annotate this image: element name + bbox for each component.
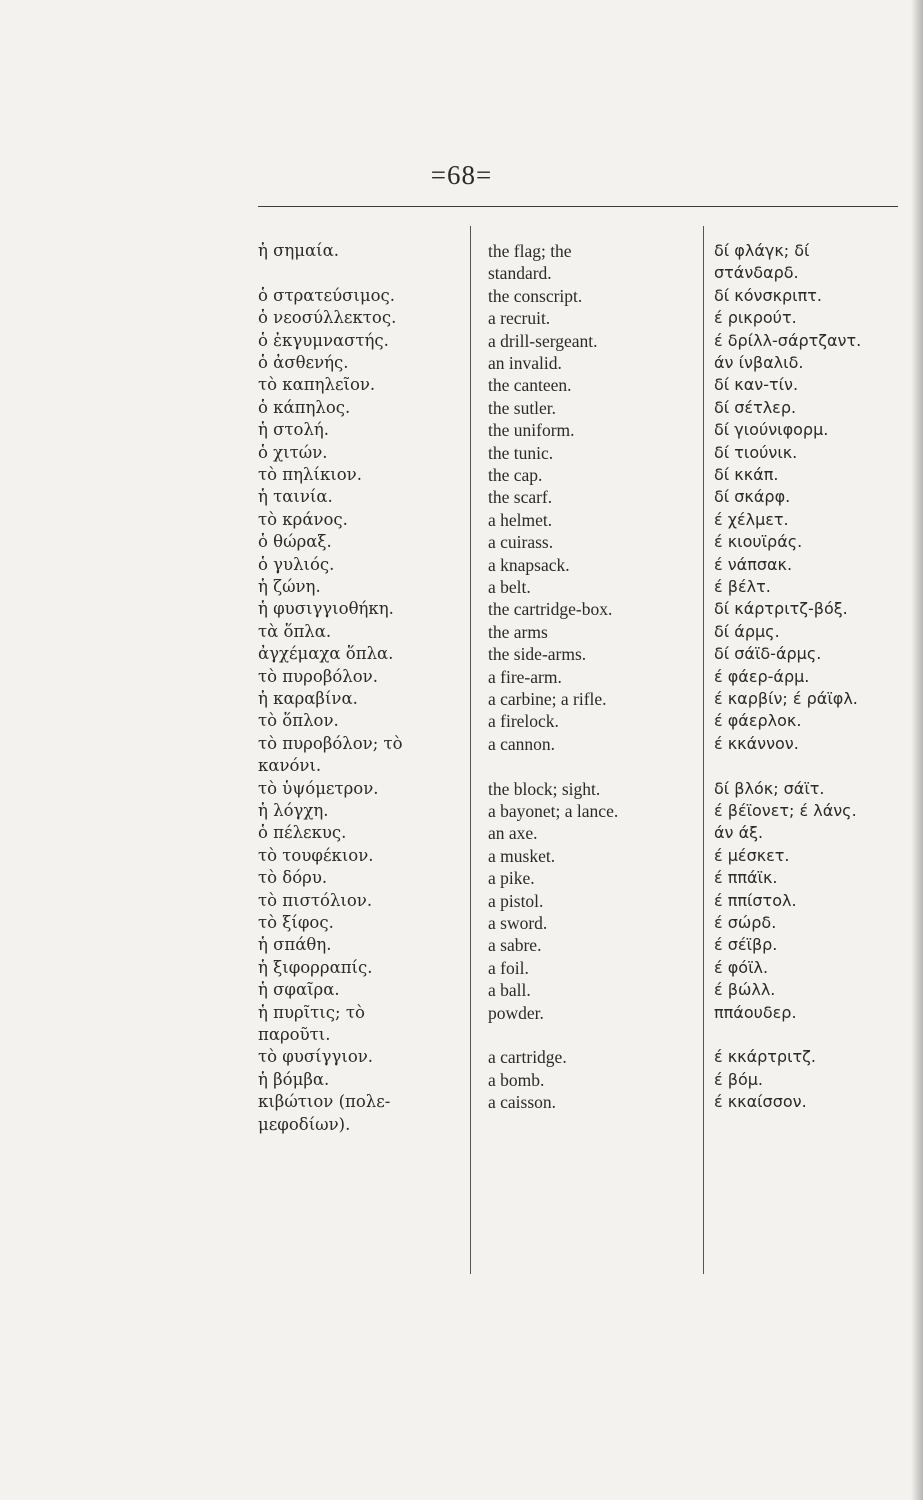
english-term: a pike. xyxy=(488,868,535,889)
english-term: the flag; the standard. xyxy=(488,241,572,284)
pronunciation: έ βέλτ. xyxy=(714,577,771,596)
english-term: a cuirass. xyxy=(488,532,554,553)
greek-term: ἀγχέμαχα ὅπλα. xyxy=(258,644,394,664)
english-term: a fire-arm. xyxy=(488,666,562,687)
pronunciation: έ βόμ. xyxy=(714,1069,763,1089)
pronunciation: δί καν-τίν. xyxy=(714,375,799,395)
greek-term: τὸ ὑψόμετρον. xyxy=(258,778,379,798)
greek-term: ἡ βόμβα. xyxy=(258,1069,330,1089)
greek-term: ἡ σημαία. xyxy=(258,241,340,260)
pronunciation: έ ρικρούτ. xyxy=(714,308,797,328)
english-term: the canteen. xyxy=(488,375,572,396)
greek-term: τὸ πηλίκιον. xyxy=(258,465,362,484)
greek-term: ὁ στρατεύσιμος. xyxy=(258,285,395,305)
english-term: the block; sight. xyxy=(488,778,601,799)
pronunciation: έ βέϊονετ; έ λάνς. xyxy=(714,801,857,820)
english-term: an axe. xyxy=(488,823,538,844)
greek-term: τὸ φυσίγγιον. xyxy=(258,1047,374,1067)
greek-term: ὁ κάπηλος. xyxy=(258,397,351,417)
english-term: a sabre. xyxy=(488,935,542,956)
english-term: a belt. xyxy=(488,577,531,597)
pronunciation: έ νάπσακ. xyxy=(714,554,793,574)
english-term: a sword. xyxy=(488,913,548,933)
english-term: an invalid. xyxy=(488,353,562,373)
greek-term: ὁ ἀσθενής. xyxy=(258,353,349,372)
pronunciation: δί σκάρφ. xyxy=(714,487,791,507)
pronunciation: έ σέϊβρ. xyxy=(714,935,778,955)
greek-term: τὸ τουφέκιον. xyxy=(258,845,374,865)
pronunciation: δί γιούνιφορμ. xyxy=(714,420,829,440)
greek-term: ἡ στολή. xyxy=(258,420,330,440)
greek-term: ἡ ζώνη. xyxy=(258,577,321,596)
greek-term: ἡ πυρῖτις; τὸ παροῦτι. xyxy=(258,1002,365,1044)
greek-term: ὁ ἐκγυμναστής. xyxy=(258,330,389,350)
english-term: a cannon. xyxy=(488,733,556,754)
greek-term: ἡ λόγχη. xyxy=(258,801,329,820)
english-term: a drill-sergeant. xyxy=(488,330,598,351)
greek-term: ὁ γυλιός. xyxy=(258,554,335,574)
greek-term: τὸ δόρυ. xyxy=(258,868,328,888)
english-term: the cartridge-box. xyxy=(488,599,613,620)
pronunciation: ππάουδερ. xyxy=(714,1002,797,1022)
english-term: the conscript. xyxy=(488,285,583,306)
english-term: a helmet. xyxy=(488,509,553,530)
pronunciation: έ φάερ-άρμ. xyxy=(714,666,810,686)
english-term: the arms xyxy=(488,621,548,642)
greek-term: τὸ πιστόλιον. xyxy=(258,890,373,910)
greek-term: ἡ ταινία. xyxy=(258,487,333,507)
pronunciation: έ φόϊλ. xyxy=(714,957,769,977)
pronunciation: δί κόνσκριπτ. xyxy=(714,285,822,305)
english-term: a bayonet; a lance. xyxy=(488,801,619,821)
english-term: a musket. xyxy=(488,845,556,866)
pronunciation: έ καρβίν; έ ράϊφλ. xyxy=(714,689,858,708)
english-term: a firelock. xyxy=(488,711,559,732)
english-term: a ball. xyxy=(488,980,531,1001)
english-term: the uniform. xyxy=(488,420,575,441)
english-term: the sutler. xyxy=(488,397,557,418)
greek-term: τὸ πυροβόλον; τὸ κανόνι. xyxy=(258,733,403,776)
english-term: a carbine; a rifle. xyxy=(488,689,607,709)
pronunciation: έ σώρδ. xyxy=(714,913,777,932)
greek-term: τὸ καπηλεῖον. xyxy=(258,375,376,395)
english-term: a foil. xyxy=(488,957,529,978)
pronunciation: άν ίνβαλιδ. xyxy=(714,353,804,372)
english-term: the side-arms. xyxy=(488,644,587,665)
english-term: a caisson. xyxy=(488,1092,557,1113)
english-term: powder. xyxy=(488,1002,544,1023)
greek-term: τὸ κράνος. xyxy=(258,509,348,529)
greek-term: ἡ σφαῖρα. xyxy=(258,980,340,1000)
pronunciation: έ φάερλοκ. xyxy=(714,711,802,731)
english-term: a cartridge. xyxy=(488,1047,567,1068)
pronunciation: έ δρίλλ-σάρτζαντ. xyxy=(714,330,862,350)
greek-term: κιβώτιον (πολε- μεφοδίων). xyxy=(258,1092,391,1134)
greek-term: τὸ ὅπλον. xyxy=(258,711,339,731)
pronunciation: έ ππάϊκ. xyxy=(714,868,778,888)
english-term: the scarf. xyxy=(488,487,553,508)
page-number: =68= xyxy=(430,160,493,190)
greek-term: ὁ νεοσύλλεκτος. xyxy=(258,308,397,328)
english-term: a pistol. xyxy=(488,890,544,911)
pronunciation: έ μέσκετ. xyxy=(714,845,790,865)
pronunciation: δί κάρτριτζ-βόξ. xyxy=(714,599,848,619)
pronunciation: έ βώλλ. xyxy=(714,980,776,1000)
pronunciation: δί τιούνικ. xyxy=(714,442,798,462)
pronunciation: δί φλάγκ; δί στάνδαρδ. xyxy=(714,241,810,283)
english-term: a knapsack. xyxy=(488,554,570,575)
pronunciation: δί σάϊδ-άρμς. xyxy=(714,644,822,664)
greek-term: τὸ πυροβόλον. xyxy=(258,666,378,686)
pronunciation: άν άξ. xyxy=(714,823,764,843)
pronunciation: έ κιουϊράς. xyxy=(714,532,803,552)
english-term: the tunic. xyxy=(488,442,554,463)
greek-term: ὁ πέλεκυς. xyxy=(258,823,347,843)
greek-term: ἡ σπάθη. xyxy=(258,935,332,955)
pronunciation: δί βλόκ; σάϊτ. xyxy=(714,778,825,798)
english-term: the cap. xyxy=(488,465,543,485)
pronunciation: έ κκάννον. xyxy=(714,733,799,753)
greek-term: ἡ καραβίνα. xyxy=(258,689,358,708)
pronunciation: έ κκαίσσον. xyxy=(714,1092,807,1112)
english-term: a recruit. xyxy=(488,308,551,329)
pronunciation: δί άρμς. xyxy=(714,621,780,641)
greek-term: ἡ φυσιγγιοθήκη. xyxy=(258,599,394,619)
pronunciation: δί σέτλερ. xyxy=(714,397,797,417)
greek-term: τὰ ὅπλα. xyxy=(258,621,332,641)
english-term: a bomb. xyxy=(488,1069,545,1090)
pronunciation: δί κκάπ. xyxy=(714,465,779,484)
greek-term: ὁ θώραξ. xyxy=(258,532,332,552)
greek-term: ὁ χιτών. xyxy=(258,442,328,462)
pronunciation: έ ππίστολ. xyxy=(714,890,797,910)
greek-term: ἡ ξιφορραπίς. xyxy=(258,957,373,977)
greek-term: τὸ ξίφος. xyxy=(258,913,334,932)
pronunciation: έ χέλμετ. xyxy=(714,509,789,529)
pronunciation: έ κκάρτριτζ. xyxy=(714,1047,816,1067)
